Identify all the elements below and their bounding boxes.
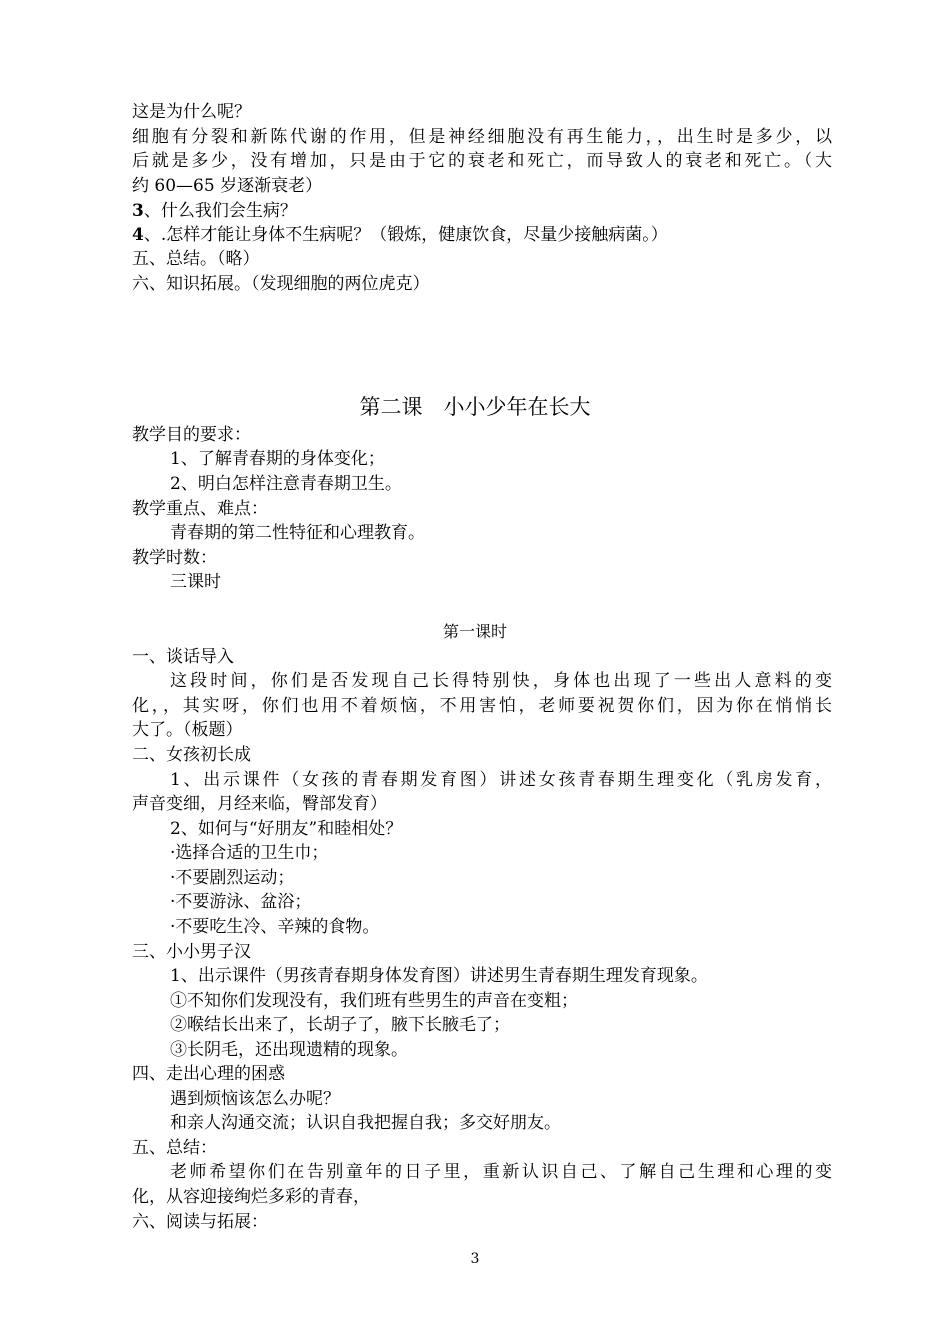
paragraph-line: 细胞有分裂和新陈代谢的作用，但是神经细胞没有再生能力，，出生时是多少，以 <box>132 127 832 147</box>
paragraph-line: 声音变细，月经来临，臀部发育） <box>132 794 387 814</box>
question-text: 、.怎样才能让身体不生病呢？（锻炼，健康饮食，尽量少接触病菌。） <box>143 225 668 245</box>
session-title: 第一课时 <box>442 622 507 641</box>
question-text: 、什么我们会生病？ <box>143 201 297 221</box>
section-heading: 六、阅读与拓展： <box>132 1212 268 1232</box>
lesson-title: 第二课 小小少年在长大 <box>359 395 591 419</box>
bullet-item: ·不要吃生冷、辛辣的食物。 <box>170 917 380 937</box>
question-number: 4 <box>132 225 144 245</box>
paragraph-line: 约 60—65 岁逐渐衰老） <box>132 176 323 196</box>
bullet-item: ·不要游泳、盆浴； <box>170 892 312 912</box>
section-heading: 三、小小男子汉 <box>132 942 251 962</box>
hours-label: 教学时数： <box>132 548 217 568</box>
paragraph-line: 和亲人沟通交流；认识自我把握自我；多交好朋友。 <box>170 1113 561 1133</box>
bullet-item: ·选择合适的卫生巾； <box>170 843 329 863</box>
paragraph-line: 大了。（板题） <box>132 720 243 740</box>
paragraph-line: 遇到烦恼该怎么办呢？ <box>170 1089 340 1109</box>
goal-item: 1、了解青春期的身体变化； <box>170 449 385 469</box>
section-heading: 五、总结。（略） <box>132 249 260 269</box>
question-3 <box>132 199 832 223</box>
section-heading: 五、总结： <box>132 1138 217 1158</box>
page-number: 3 <box>470 1251 480 1267</box>
bullet-item: ·不要剧烈运动； <box>170 868 295 888</box>
list-item: ①不知你们发现没有，我们班有些男生的声音在变粗； <box>170 991 578 1011</box>
paragraph-line: 化，从容迎接绚烂多彩的青春， <box>132 1187 370 1207</box>
paragraph-line: 2、如何与“好朋友”和睦相处？ <box>170 819 403 839</box>
section-heading: 六、知识拓展。（发现细胞的两位虎克） <box>132 274 430 294</box>
key-points-text: 青春期的第二性特征和心理教育。 <box>170 523 425 543</box>
list-item: ③长阴毛，还出现遗精的现象。 <box>170 1040 408 1060</box>
paragraph-line: 这段时间，你们是否发现自己长得特别快，身体也出现了一些出人意料的变 <box>170 671 832 691</box>
paragraph-line: 1、出示课件（女孩的青春期发育图）讲述女孩青春期生理变化（乳房发育， <box>170 770 832 790</box>
hours-text: 三课时 <box>170 572 221 592</box>
goals-label: 教学目的要求： <box>132 425 251 445</box>
paragraph-line: 化，，其实呀，你们也用不着烦恼，不用害怕，老师要祝贺你们，因为你在悄悄长 <box>132 696 832 716</box>
paragraph-line: 老师希望你们在告别童年的日子里，重新认识自己、了解自己生理和心理的变 <box>170 1162 832 1182</box>
section-heading: 一、谈话导入 <box>132 647 234 667</box>
paragraph-line: 1、出示课件（男孩青春期身体发育图）讲述男生青春期生理发育现象。 <box>170 966 708 986</box>
paragraph-line: 这是为什么呢？ <box>132 102 251 122</box>
section-heading: 四、走出心理的困惑 <box>132 1064 285 1084</box>
list-item: ②喉结长出来了，长胡子了，腋下长腋毛了； <box>170 1015 510 1035</box>
section-heading: 二、女孩初长成 <box>132 745 251 765</box>
goal-item: 2、明白怎样注意青春期卫生。 <box>170 474 402 494</box>
paragraph-line: 后就是多少，没有增加，只是由于它的衰老和死亡，而导致人的衰老和死亡。（大 <box>132 151 832 171</box>
question-number: 3 <box>132 201 144 221</box>
key-points-label: 教学重点、难点： <box>132 499 268 519</box>
question-4 <box>132 223 832 247</box>
